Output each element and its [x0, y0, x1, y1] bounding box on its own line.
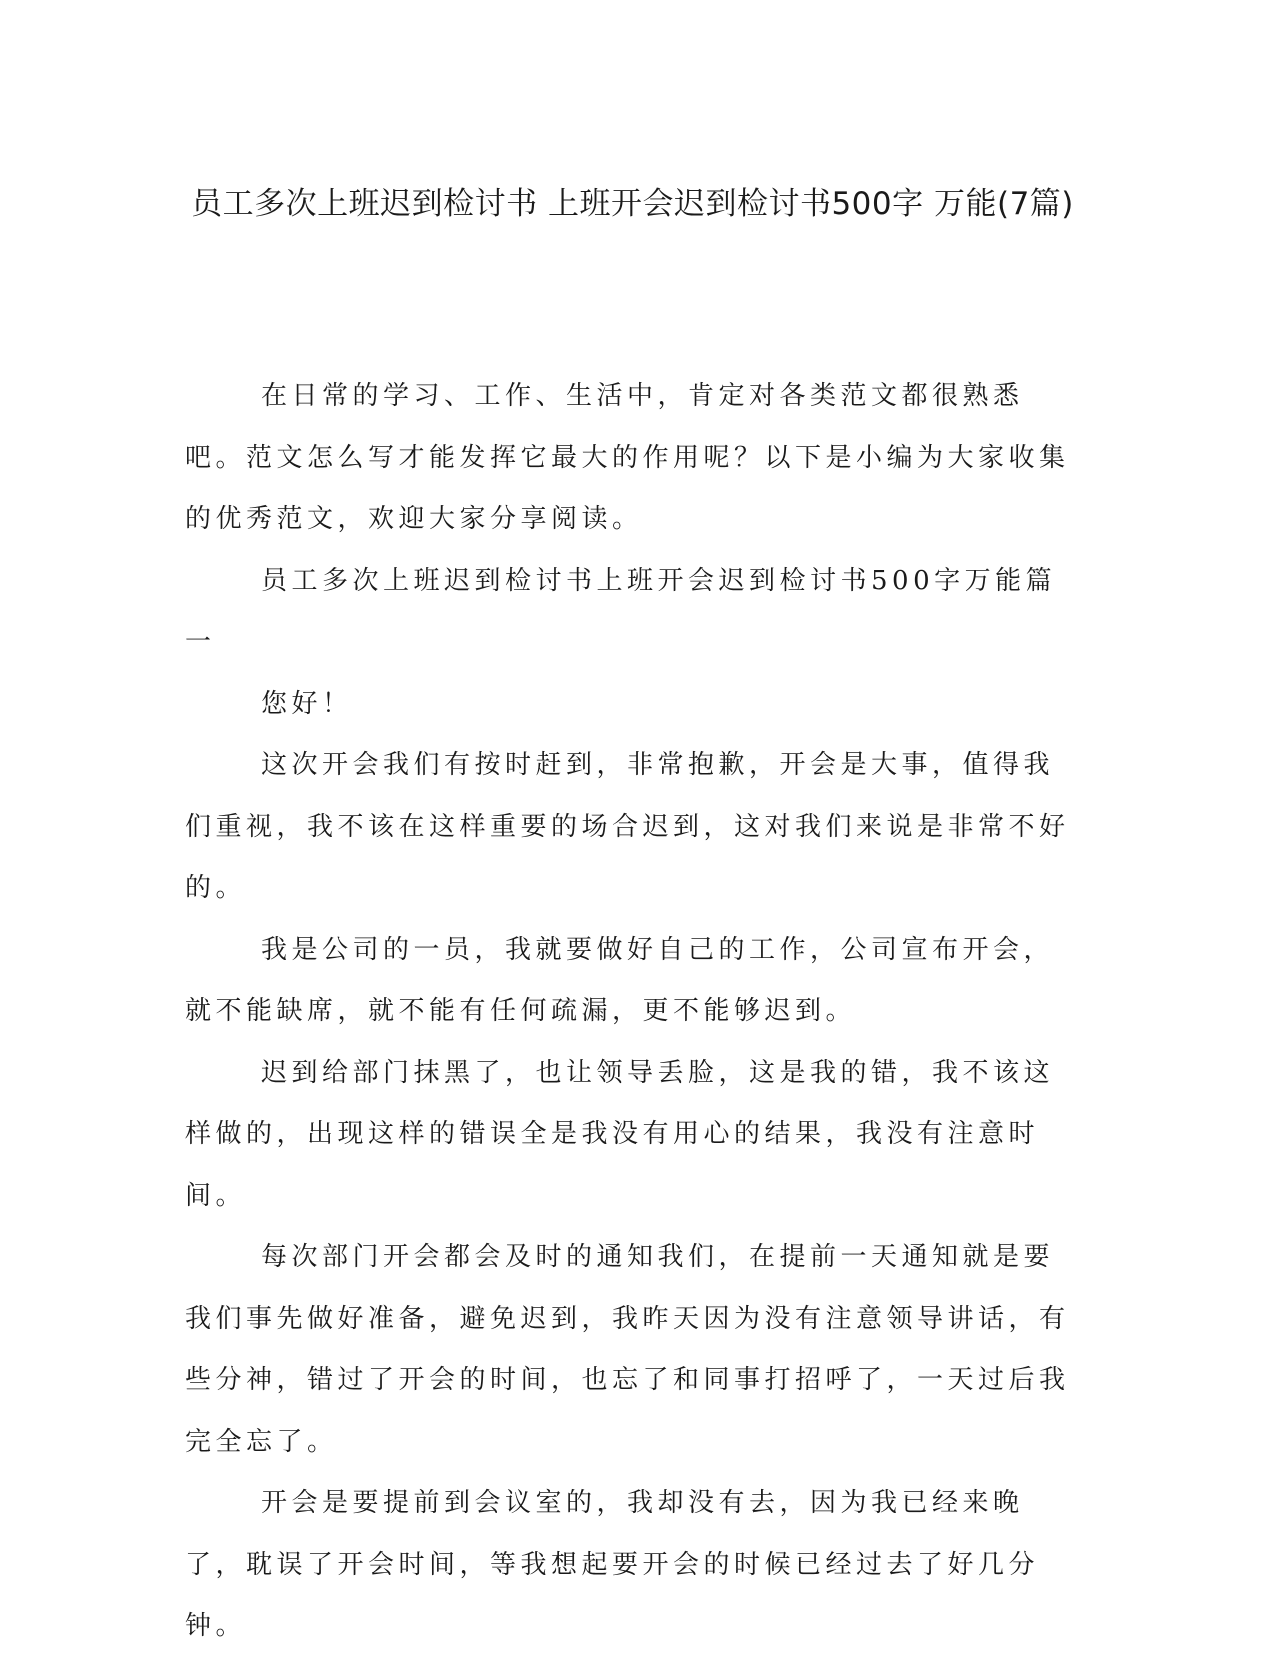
document-title: 员工多次上班迟到检讨书 上班开会迟到检讨书500字 万能(7篇): [191, 186, 1074, 222]
paragraph: 我是公司的一员，我就要做好自己的工作，公司宣布开会，就不能缺席，就不能有任何疏漏，更不能够迟到。: [185, 934, 1055, 1026]
section-heading: 员工多次上班迟到检讨书上班开会迟到检讨书500字万能篇一: [185, 565, 1057, 657]
paragraph: 开会是要提前到会议室的，我却没有去，因为我已经来晚了，耽误了开会时间，等我想起要开会的时候已经过去了好几分钟。: [185, 1488, 1040, 1641]
paragraph-intro: 在日常的学习、工作、生活中，肯定对各类范文都很熟悉吧。范文怎么写才能发挥它最大的作用呢？以下是小编为大家收集的优秀范文，欢迎大家分享阅读。: [185, 381, 1070, 534]
document-body: [185, 366, 1080, 1658]
paragraph: 每次部门开会都会及时的通知我们，在提前一天通知就是要我们事先做好准备，避免迟到，我昨天因为没有注意领导讲话，有些分神，错过了开会的时间，也忘了和同事打招呼了，一天过后我完全忘了。: [185, 1242, 1070, 1457]
paragraph: 这次开会我们有按时赶到，非常抱歉，开会是大事，值得我们重视，我不该在这样重要的场合迟到，这对我们来说是非常不好的。: [185, 750, 1070, 903]
paragraph-greeting: 您好！: [261, 688, 353, 719]
paragraph: 迟到给部门抹黑了，也让领导丢脸，这是我的错，我不该这样做的，出现这样的错误全是我没有用心的结果，我没有注意时间。: [185, 1057, 1055, 1211]
